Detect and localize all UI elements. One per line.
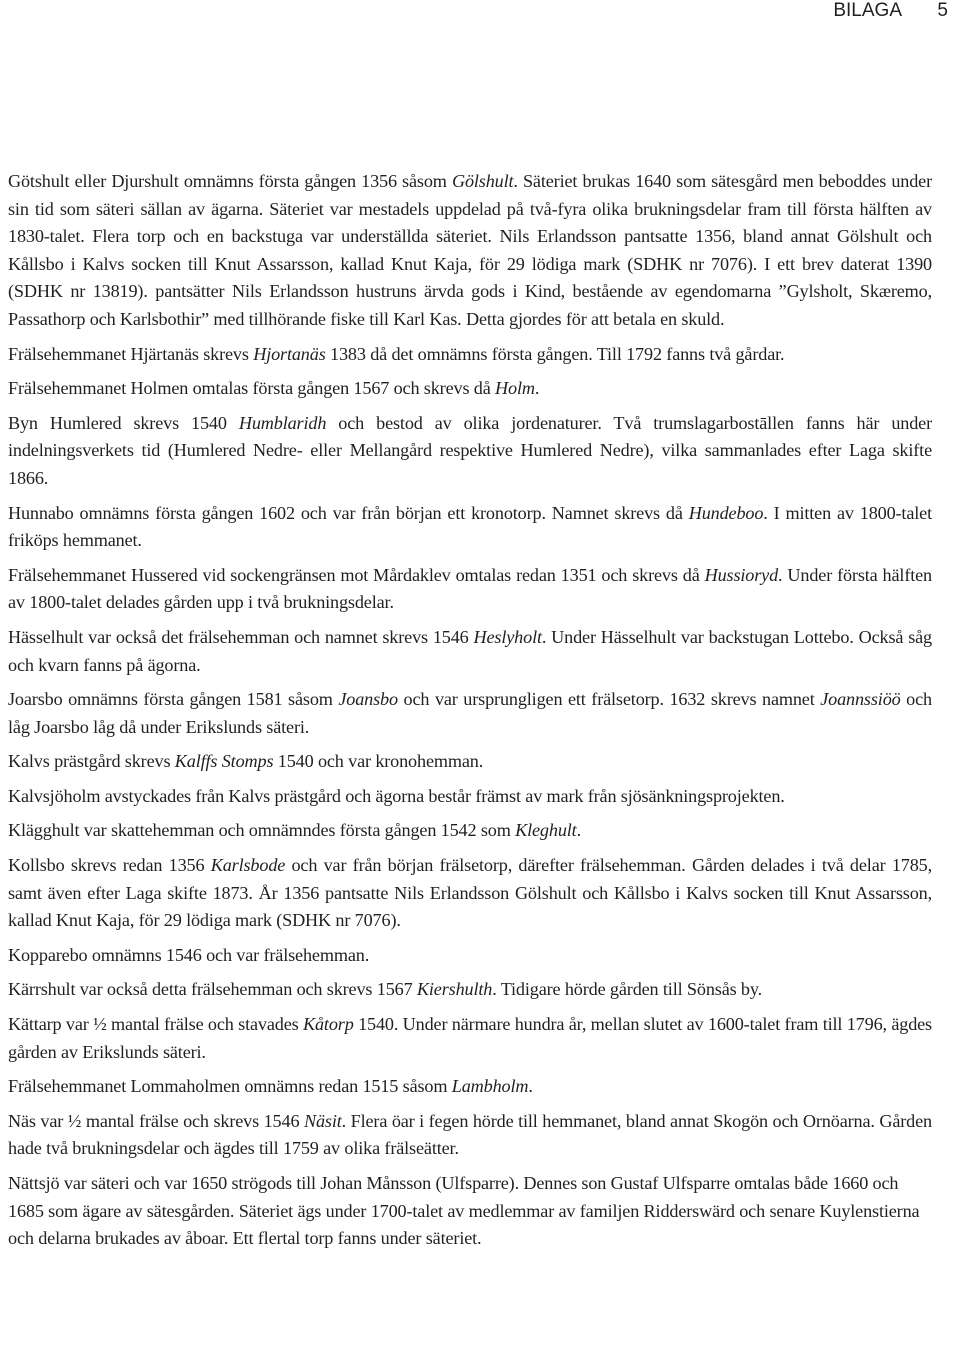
paragraph bbox=[8, 1011, 932, 1066]
page-number: 5 bbox=[937, 0, 948, 21]
text-run: Götshult eller Djurshult omnämns första gången 1356 såsom bbox=[8, 171, 452, 191]
text-run: Kalvsjöholm avstyckades från Kalvs prästgård och ägorna består främst av mark från sjösänkningsprojekten. bbox=[8, 785, 785, 806]
text-run: . bbox=[528, 1076, 533, 1097]
text-run: . Flera öar i fegen hörde till hemmanet, bland annat Skogön och Ornöarna. Gården hade två brukningsdelar och ägdes till 1759 av olika frälseätter. bbox=[8, 1110, 932, 1159]
text-run: . bbox=[576, 820, 581, 841]
text-run: Hässelhult var också det frälsehemman och namnet skrevs 1546 bbox=[8, 626, 474, 647]
text-run: . Under Hässelhult var backstugan Lottebo. Också såg och kvarn fanns på ägorna. bbox=[8, 626, 932, 675]
text-run: och var från början frälsetorp, därefter frälsehemman. Gården delades i två delar 1785, samt även efter Laga skifte 1873. År 1356 pantsatte Nils Erlandsson Gölshult och Kållsbo i Kalvs socken till Knut Assarsson, kallad Knut Kaja, för 29 lödiga mark (SDHK nr 7076). bbox=[8, 855, 932, 931]
text-run: Näs var ½ mantal frälse och skrevs 1546 bbox=[8, 1110, 304, 1131]
paragraph bbox=[8, 500, 932, 555]
text-run: Kättarp var ½ mantal frälse och stavades bbox=[8, 1014, 303, 1035]
text-run: Nättsjö var säteri och var 1650 strögods till Johan Månsson (Ulfsparre). Dennes son Gustaf Ulfsparre omtalas både 1660 och 1685 som ägare av sätesgården. Säteriet ägs under 1700-talet av medlemmar av familjen Ridderswärd och senare Kuylenstierna och delarna brukades av åboar. Ett flertal torp fanns under säteriet. bbox=[8, 1173, 920, 1249]
text-run: Kalvs prästgård skrevs bbox=[8, 751, 175, 772]
italic-place-name: Hundeboo bbox=[688, 502, 764, 523]
text-run: . bbox=[534, 378, 540, 399]
paragraph bbox=[8, 341, 932, 369]
italic-place-name: Kalffs Stomps bbox=[174, 751, 274, 772]
text-run: Joarsbo omnämns första gången 1581 såsom bbox=[8, 689, 339, 710]
text-run: 1383 då det omnämns första gången. Till 1792 fanns två gårdar. bbox=[325, 343, 785, 364]
text-run: och var ursprungligen ett frälsetorp. 1632 skrevs namnet bbox=[397, 689, 821, 710]
italic-place-name: Karlsbode bbox=[210, 855, 286, 876]
italic-place-name: Gölshult bbox=[451, 171, 514, 191]
text-run: Hunnabo omnämns första gången 1602 och var från början ett kronotorp. Namnet skrevs då bbox=[8, 502, 689, 523]
italic-place-name: Heslyholt bbox=[473, 626, 542, 647]
italic-place-name: Holm bbox=[495, 378, 535, 399]
italic-place-name: Hussioryd bbox=[704, 564, 779, 585]
text-run: och bestod av olika jordenaturer. Två trumslagarbostāllen fanns här under indelningsverkets tid (Humlered Nedre- eller Mellangård respektive Humlered Nedre), vilka sammanlades efter Laga skifte 1866. bbox=[8, 412, 932, 488]
italic-place-name: Joansbo bbox=[338, 689, 398, 710]
paragraph bbox=[8, 1073, 932, 1101]
italic-place-name: Näsit bbox=[303, 1110, 342, 1131]
paragraph bbox=[8, 748, 932, 776]
text-run: 1540. Under närmare hundra år, mellan slutet av 1600-talet fram till 1796, ägdes gården av Erikslunds säteri. bbox=[8, 1014, 932, 1062]
italic-place-name: Hjortanäs bbox=[253, 343, 326, 364]
italic-place-name: Kiershulth bbox=[416, 979, 493, 1000]
italic-place-name: Humblaridh bbox=[238, 412, 327, 433]
text-run: Klägghult var skattehemman och omnämndes första gången 1542 som bbox=[8, 820, 516, 841]
paragraph bbox=[8, 168, 932, 334]
text-run: Kärrshult var också detta frälsehemman och skrevs 1567 bbox=[8, 979, 417, 1000]
paragraph bbox=[8, 852, 932, 935]
text-run: Frälsehemmanet Hjärtanäs skrevs bbox=[8, 343, 254, 364]
paragraph bbox=[8, 942, 932, 970]
paragraph bbox=[8, 976, 932, 1004]
text-run: . I mitten av 1800-talet friköps hemmanet. bbox=[8, 502, 932, 551]
document-body bbox=[8, 168, 932, 1260]
italic-place-name: Lambholm bbox=[451, 1076, 529, 1097]
paragraph bbox=[8, 817, 932, 845]
text-run: Kopparebo omnämns 1546 och var frälsehemman. bbox=[8, 944, 370, 965]
text-run: och låg Joarsbo låg då under Erikslunds säteri. bbox=[8, 689, 932, 737]
text-run: Frälsehemmanet Hussered vid sockengränsen mot Mårdaklev omtalas redan 1351 och skrevs då bbox=[8, 564, 705, 585]
section-label: BILAGA bbox=[833, 0, 902, 21]
text-run: Frälsehemmanet Lommaholmen omnämns redan 1515 såsom bbox=[8, 1076, 452, 1097]
paragraph bbox=[8, 375, 932, 403]
italic-place-name: Kåtorp bbox=[303, 1014, 354, 1035]
text-run: Byn Humlered skrevs 1540 bbox=[8, 412, 239, 433]
paragraph bbox=[8, 1108, 932, 1163]
text-run: . Under första hälften av 1800-talet delades gården upp i två brukningsdelar. bbox=[8, 564, 932, 613]
paragraph bbox=[8, 410, 932, 493]
italic-place-name: Kleghult bbox=[515, 820, 577, 841]
text-run: Frälsehemmanet Holmen omtalas första gången 1567 och skrevs då bbox=[8, 378, 496, 399]
paragraph bbox=[8, 1170, 932, 1253]
paragraph bbox=[8, 624, 932, 679]
text-run: 1540 och var kronohemman. bbox=[273, 751, 484, 772]
text-run: . Säteriet brukas 1640 som sätesgård men beboddes under sin tid som säteri sällan av ägarna. Säteriet var mestadels uppdelad på två-fyra olika brukningsdelar fram till första hälften av 1830-talet. Flera torp och en backstuga var underställda säteriet. Nils Erlandsson pantsatte 1356, bland annat Gölshult och Kållsbo i Kalvs socken till Knut Assarsson, kallad Knut Kaja, för 29 lödiga mark (SDHK nr 7076). I ett brev daterat 1390 (SDHK nr 13819). pantsätter Nils Erlandsson hustruns ärvda gods i Kind, bestående av egendomarna ”Gylsholt, Skæremo, Passathorp och Karlsbothir” med tillhörande fiske till Karl Kas. Detta gjordes för att betala en skuld. bbox=[8, 171, 932, 329]
text-run: . Tidigare hörde gården till Sönsås by. bbox=[492, 979, 763, 1000]
paragraph bbox=[8, 686, 932, 741]
italic-place-name: Joannssiöö bbox=[820, 689, 901, 710]
paragraph bbox=[8, 562, 932, 617]
paragraph bbox=[8, 783, 932, 811]
text-run: Kollsbo skrevs redan 1356 bbox=[8, 855, 211, 876]
